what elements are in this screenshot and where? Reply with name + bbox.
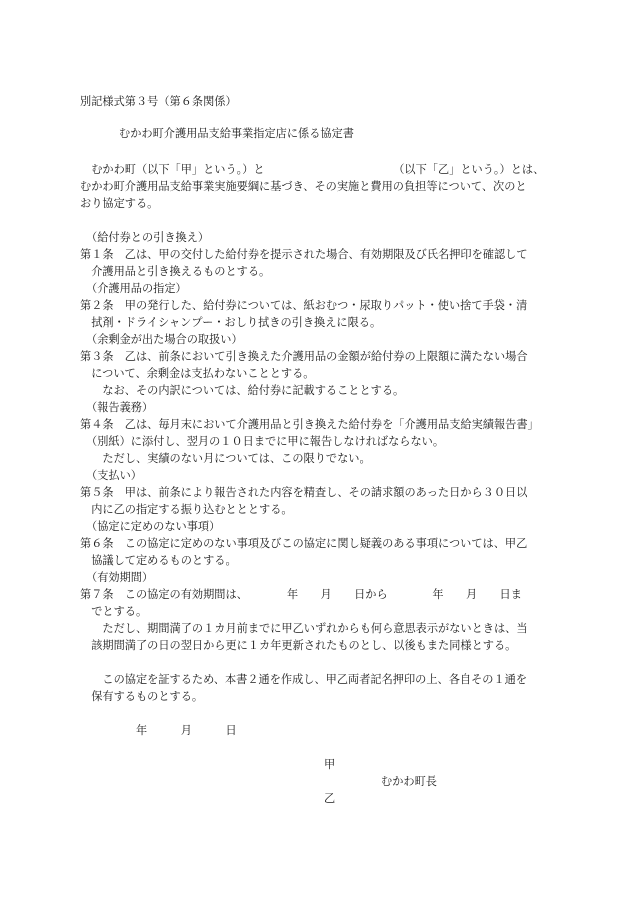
- preamble-line: むかわ町（以下「甲」という。）と （以下「乙」という。）とは、: [80, 163, 545, 176]
- article-heading: （有効期間）: [86, 571, 154, 584]
- article-line: 該期間満了の日の翌日から更に１カ年更新されたものとし、以後もまた同様とする。: [80, 639, 517, 652]
- form-label: 別記様式第３号（第６条関係）: [80, 95, 237, 108]
- article-heading: （報告義務）: [86, 401, 154, 414]
- article-line: 第２条 甲の発行した、給付券については、紙おむつ・尿取りパット・使い捨て手袋・清: [80, 299, 528, 312]
- article-line: でとする。: [80, 605, 148, 618]
- article-line: 第１条 乙は、甲の交付した給付券を提示された場合、有効期限及び氏名押印を確認して: [80, 248, 528, 261]
- preamble-line: むかわ町介護用品支給事業実施要綱に基づき、その実施と費用の負担等について、次のと: [80, 180, 527, 193]
- article-line: 第７条 この協定の有効期間は、 年 月 日から 年 月 日ま: [80, 588, 522, 601]
- date-line: 年 月 日: [136, 724, 237, 737]
- article-heading: （給付券との引き換え）: [86, 231, 210, 244]
- article-line: 第５条 甲は、前条により報告された内容を精査し、その請求額のあった日から３０日以: [80, 486, 528, 499]
- article-line: 拭剤・ドライシャンプー・おしり拭きの引き換えに限る。: [80, 316, 382, 329]
- article-line: 介護用品と引き換えるものとする。: [80, 265, 271, 278]
- article-line: 第４条 乙は、毎月末において介護用品と引き換えた給付券を「介護用品支給実績報告書」: [80, 418, 539, 431]
- document-title: むかわ町介護用品支給事業指定店に係る協定書: [119, 127, 354, 140]
- closing-line: この協定を証するため、本書２通を作成し、甲乙両者記名押印の上、各自その１通を: [80, 673, 528, 686]
- preamble-line: おり協定する。: [80, 197, 159, 210]
- article-heading: （介護用品の指定）: [86, 282, 187, 295]
- article-heading: （余剰金が出た場合の取扱い）: [86, 333, 243, 346]
- article-line: 内に乙の指定する振り込むとととする。: [80, 503, 293, 516]
- article-heading: （協定に定めのない事項）: [86, 520, 221, 533]
- party-a-label: 甲: [324, 758, 336, 771]
- article-line: について、余剰金は支払わないこととする。: [80, 367, 315, 380]
- closing-line: 保有するものとする。: [80, 690, 204, 703]
- article-line: ただし、実績のない月については、この限りでない。: [80, 452, 371, 465]
- article-line: 協議して定めるものとする。: [80, 554, 237, 567]
- article-line: 第６条 この協定に定めのない事項及びこの協定に関し疑義のある事項については、甲乙: [80, 537, 528, 550]
- article-line: （別紙）に添付し、翌月の１０日までに甲に報告しなければならない。: [86, 435, 445, 448]
- article-line: ただし、期間満了の１カ月前までに甲乙いずれからも何ら意思表示がないときは、当: [80, 622, 528, 635]
- article-heading: （支払い）: [86, 469, 142, 482]
- party-a-name: むかわ町長: [381, 775, 437, 788]
- article-line: 第３条 乙は、前条において引き換えた介護用品の金額が給付券の上限額に満たない場合: [80, 350, 528, 363]
- article-line: なお、その内訳については、給付券に記載することとする。: [80, 384, 405, 397]
- party-b-label: 乙: [324, 792, 336, 805]
